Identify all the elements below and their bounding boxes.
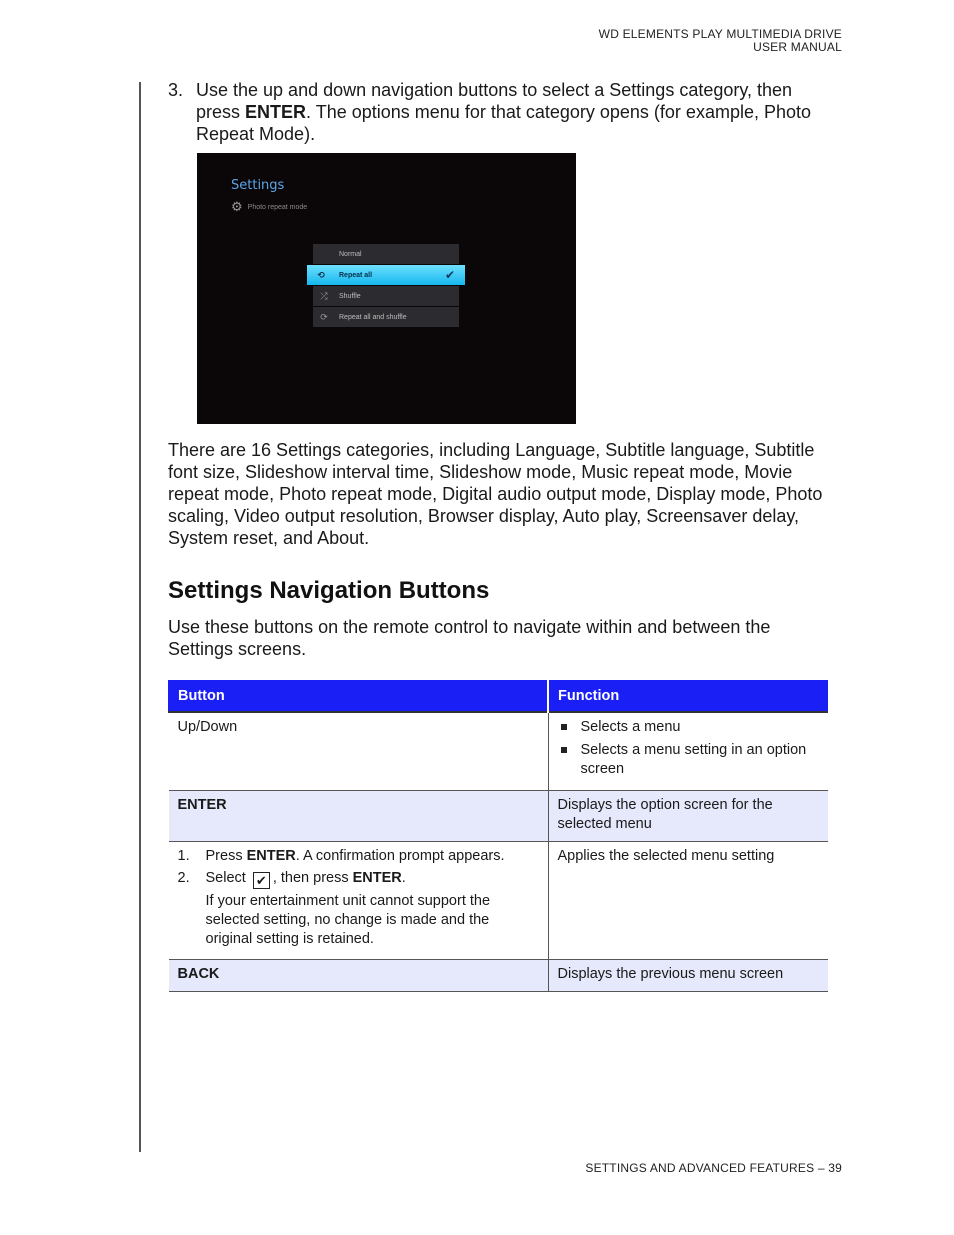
page-content: [168, 79, 838, 992]
table-row: [169, 791, 828, 842]
table-row: [169, 842, 828, 960]
table-row: [169, 960, 828, 992]
cell-button: [169, 842, 549, 960]
navigation-buttons-table: [168, 680, 828, 992]
gear-icon: ⚙: [231, 199, 243, 214]
bullet-item: Selects a menu setting in an option screen: [558, 741, 819, 779]
repeat-shuffle-icon: ⟳: [320, 311, 328, 322]
column-header-function: Function: [548, 681, 828, 713]
running-footer: [585, 1161, 842, 1175]
options-menu: [313, 244, 459, 328]
cell-button: Up/Down: [169, 712, 549, 791]
screenshot-subtitle: ⚙ Photo repeat mode: [231, 199, 308, 214]
step-3: [168, 79, 838, 145]
step-text: Use the up and down navigation buttons to select a Settings category, then press ENTER. The options menu for that category opens (for example, Photo Repeat Mode).: [196, 80, 812, 144]
list-item: 2. Select ✔ , then press ENTER.: [177, 870, 406, 888]
column-header-button: Button: [169, 681, 549, 713]
table-row: [169, 712, 828, 791]
cell-function: Displays the previous menu screen: [548, 960, 828, 992]
cell-function: Applies the selected menu setting: [548, 842, 828, 960]
table-header-row: [169, 681, 828, 713]
cell-button: ENTER: [169, 791, 549, 842]
menu-item-repeat-shuffle[interactable]: ⟳ Repeat all and shuffle: [313, 307, 459, 327]
footer-separator: –: [814, 1161, 829, 1175]
cell-function: Displays the option screen for the selected menu: [548, 791, 828, 842]
running-header: [599, 28, 842, 54]
step-number: 3.: [168, 80, 184, 100]
list-note: If your entertainment unit cannot support the selected setting, no change is made and the original setting is retained.: [205, 893, 491, 947]
settings-screenshot: [197, 153, 576, 424]
checkbox-icon: ✔: [253, 872, 270, 889]
page-number: 39: [828, 1161, 842, 1175]
bullet-item: Selects a menu: [558, 718, 819, 737]
section-intro: Use these buttons on the remote control to navigate within and between the Settings screens.: [168, 617, 771, 659]
cell-button: BACK: [169, 960, 549, 992]
repeat-icon: ⟲: [317, 269, 325, 280]
screenshot-title: Settings: [231, 178, 285, 193]
list-item: 1. Press ENTER. A confirmation prompt appears.: [177, 848, 505, 864]
cell-function: [548, 712, 828, 791]
footer-section: SETTINGS AND ADVANCED FEATURES: [585, 1161, 815, 1175]
header-doc-type: USER MANUAL: [753, 40, 842, 54]
checkmark-icon: ✔: [444, 268, 455, 282]
menu-item-repeat-all[interactable]: ⟲ Repeat all ✔: [307, 265, 465, 285]
menu-item-shuffle[interactable]: ⤮ Shuffle: [313, 286, 459, 306]
menu-item-normal[interactable]: Normal: [313, 244, 459, 264]
settings-categories-paragraph: There are 16 Settings categories, including Language, Subtitle language, Subtitle font size, Slideshow interval time, Slideshow mode, Music repeat mode, Movie repeat mode, Photo repeat mode, Digital audio output mode, Display mode, Photo scaling, Video output resolution, Browser display, Auto play, Screensaver delay, System reset, and About.: [168, 440, 823, 548]
header-product: WD ELEMENTS PLAY MULTIMEDIA DRIVE: [598, 27, 842, 41]
margin-rule: [139, 82, 141, 1152]
section-heading: Settings Navigation Buttons: [168, 577, 490, 604]
shuffle-icon: ⤮: [320, 290, 328, 301]
